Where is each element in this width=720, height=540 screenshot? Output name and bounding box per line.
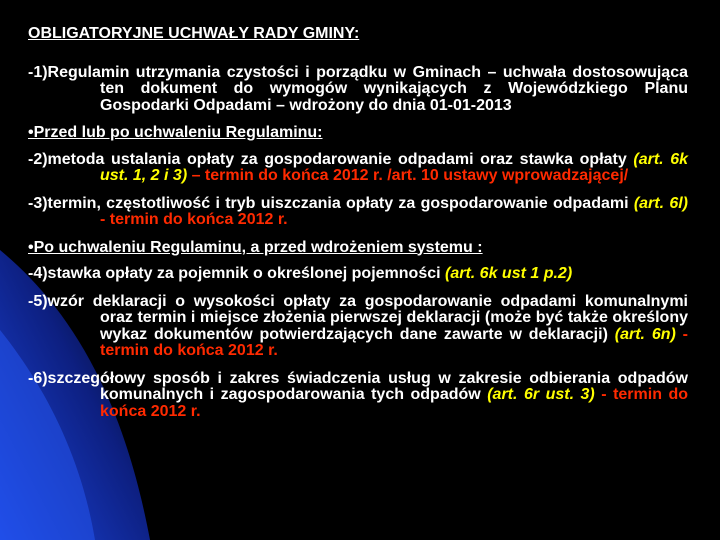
item-3-ref: (art. 6l) [633, 194, 689, 212]
item-6-text: -6)szczegółowy sposób i zakres świadczenia usług w zakresie odbierania odpadów komunalnych i zagospodarowania tych odpadów [28, 369, 688, 403]
item-2 [28, 152, 688, 185]
bullet-after-regulation: •Po uchwaleniu Regulaminu, a przed wdrożeniem systemu : [28, 238, 483, 256]
item-1-text: -1)Regulamin utrzymania czystości i porządku w Gminach – uchwała dostosowująca ten dokument do wymogów wynikających z Wojewódzkiego Planu Gospodarki Odpadami – wdrożony do dnia 01-01-2013 [28, 63, 688, 114]
item-6 [28, 371, 688, 421]
item-6-deadline: - termin do końca 2012 r. [100, 386, 689, 420]
slide-content [28, 26, 688, 431]
item-2-deadline: – termin do końca 2012 r. /art. 10 ustawy wprowadzającej/ [187, 167, 629, 184]
item-3-deadline: - termin do końca 2012 r. [100, 211, 288, 228]
item-4-text: -4)stawka opłaty za pojemnik o określonej pojemności [28, 265, 445, 282]
slide-title: OBLIGATORYJNE UCHWAŁY RADY GMINY: [28, 25, 360, 42]
bullet-before-after: •Przed lub po uchwaleniu Regulaminu: [28, 124, 323, 141]
item-5-deadline: - termin do końca 2012 r. [100, 325, 689, 359]
item-5-ref: (art. 6n) [614, 325, 676, 343]
item-2-ref: (art. 6k ust. 1, 2 i 3) [100, 150, 689, 184]
item-5 [28, 294, 688, 360]
item-2-text: -2)metoda ustalania opłaty za gospodarowanie odpadami oraz stawka opłaty [28, 150, 634, 168]
item-4-ref: (art. 6k ust 1 p.2) [445, 265, 573, 282]
item-5-text: -5)wzór deklaracji o wysokości opłaty za gospodarowanie odpadami komunalnymi oraz termin i miejsce złożenia pierwszej deklaracji (może być także określony wykaz dokumentów potwierdzających dane zawarte w deklaracji) [28, 292, 688, 343]
item-4 [28, 266, 688, 283]
item-1 [28, 65, 688, 115]
item-6-ref: (art. 6r ust. 3) [487, 386, 595, 403]
item-3 [28, 196, 688, 229]
item-3-text: -3)termin, częstotliwość i tryb uiszczania opłaty za gospodarowanie odpadami [28, 194, 634, 212]
